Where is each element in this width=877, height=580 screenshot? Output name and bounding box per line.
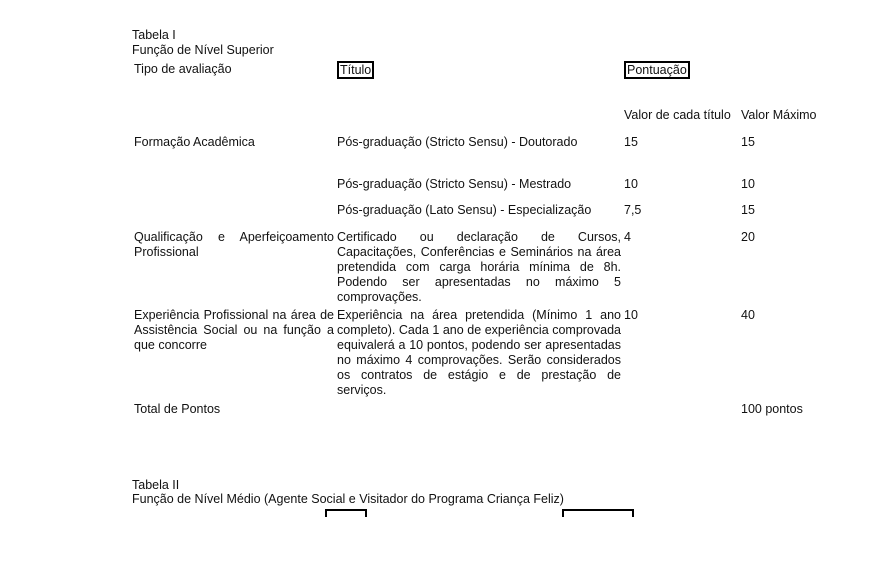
- row-valor: 7,5: [624, 203, 642, 217]
- row-valor: 4: [624, 230, 631, 244]
- row-valor: 10: [624, 177, 638, 191]
- header-titulo: Título: [337, 61, 374, 79]
- row-titulo: Certificado ou declaração de Cursos, Capacitações, Conferências e Seminários na área pretendida com carga horária mínima de 8h. Podendo ser apresentadas no máximo 5 comprovações.: [337, 230, 621, 304]
- row-titulo: Pós-graduação (Lato Sensu) - Especialização: [337, 203, 592, 217]
- header-valor-cada-titulo: Valor de cada título: [624, 108, 731, 122]
- table-2-caption: Tabela II: [132, 478, 180, 492]
- row-titulo: Pós-graduação (Stricto Sensu) - Doutorado: [337, 135, 578, 149]
- header-box-top-edge: [562, 509, 634, 517]
- row-maximo: 40: [741, 308, 755, 322]
- table-2-subtitle: Função de Nível Médio (Agente Social e Visitador do Programa Criança Feliz): [132, 492, 564, 506]
- header-box-top-edge: [325, 509, 367, 517]
- header-tipo-avaliacao: Tipo de avaliação: [134, 62, 232, 76]
- table-1-caption: Tabela I: [132, 28, 176, 42]
- total-label: Total de Pontos: [134, 402, 221, 416]
- total-value: 100 pontos: [741, 402, 803, 416]
- table-1-subtitle: Função de Nível Superior: [132, 43, 274, 57]
- row-valor: 10: [624, 308, 638, 322]
- row-maximo: 15: [741, 203, 755, 217]
- row-maximo: 15: [741, 135, 755, 149]
- row-tipo: Formação Acadêmica: [134, 135, 255, 149]
- header-valor-maximo: Valor Máximo: [741, 108, 817, 122]
- row-tipo: Qualificação e Aperfeiçoamento Profissional: [134, 230, 334, 259]
- row-valor: 15: [624, 135, 638, 149]
- row-maximo: 10: [741, 177, 755, 191]
- row-titulo: Pós-graduação (Stricto Sensu) - Mestrado: [337, 177, 572, 191]
- row-titulo: Experiência na área pretendida (Mínimo 1 ano completo). Cada 1 ano de experiência comprovada equivalerá a 10 pontos, podendo ser apresentadas no máximo 4 comprovações. Serão considerados os contratos de estágio e de prestação de serviços.: [337, 308, 621, 397]
- header-pontuacao: Pontuação: [624, 61, 690, 79]
- row-maximo: 20: [741, 230, 755, 244]
- row-tipo: Experiência Profissional na área de Assistência Social ou na função a que concorre: [134, 308, 334, 352]
